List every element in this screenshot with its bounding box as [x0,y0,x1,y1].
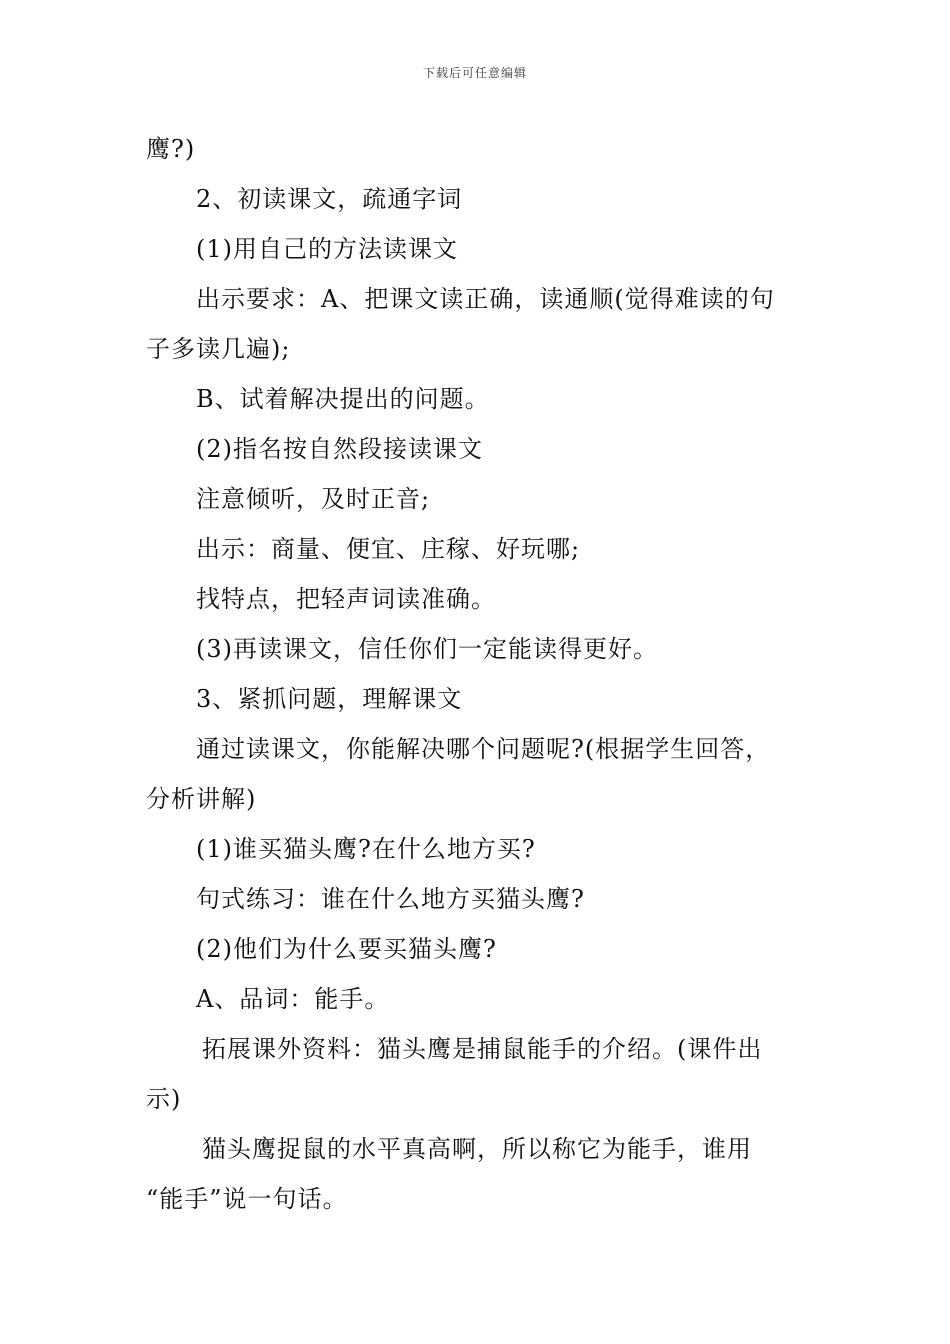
paragraph: B、试着解决提出的问题。 [196,385,490,413]
paragraph: 出示要求：A、把课文读正确，读通顺(觉得难读的句 [196,285,775,313]
paragraph: 找特点，把轻声词读准确。 [196,585,496,613]
document-body [146,124,810,1224]
paragraph: 注意倾听，及时正音; [196,485,431,513]
paragraph: 出示：商量、便宜、庄稼、好玩哪; [196,535,581,563]
paragraph-continuation: 示) [146,1085,182,1113]
paragraph-continuation: 分析讲解) [146,785,257,813]
paragraph: A、品词：能手。 [196,985,390,1013]
paragraph: 拓展课外资料：猫头鹰是捕鼠能手的介绍。(课件出 [202,1035,763,1063]
paragraph: (2)指名按自然段接读课文 [196,435,483,463]
paragraph: (3)再读课文，信任你们一定能读得更好。 [196,635,658,663]
paragraph-continuation: 鹰?) [146,135,196,163]
paragraph: (2)他们为什么要买猫头鹰? [196,935,497,963]
paragraph: 句式练习：谁在什么地方买猫头鹰? [196,885,585,913]
paragraph-continuation: “能手”说一句话。 [146,1185,348,1213]
paragraph: (1)谁买猫头鹰?在什么地方买? [196,835,536,863]
section-heading: 2、初读课文，疏通字词 [196,185,463,213]
page-header: 下载后可任意编辑 [422,66,527,80]
section-heading: 3、紧抓问题，理解课文 [196,685,463,713]
paragraph: 通过读课文，你能解决哪个问题呢?(根据学生回答， [196,735,771,763]
paragraph: 猫头鹰捉鼠的水平真高啊，所以称它为能手，谁用 [202,1135,752,1163]
paragraph: (1)用自己的方法读课文 [196,235,458,263]
paragraph-continuation: 子多读几遍); [146,335,291,363]
